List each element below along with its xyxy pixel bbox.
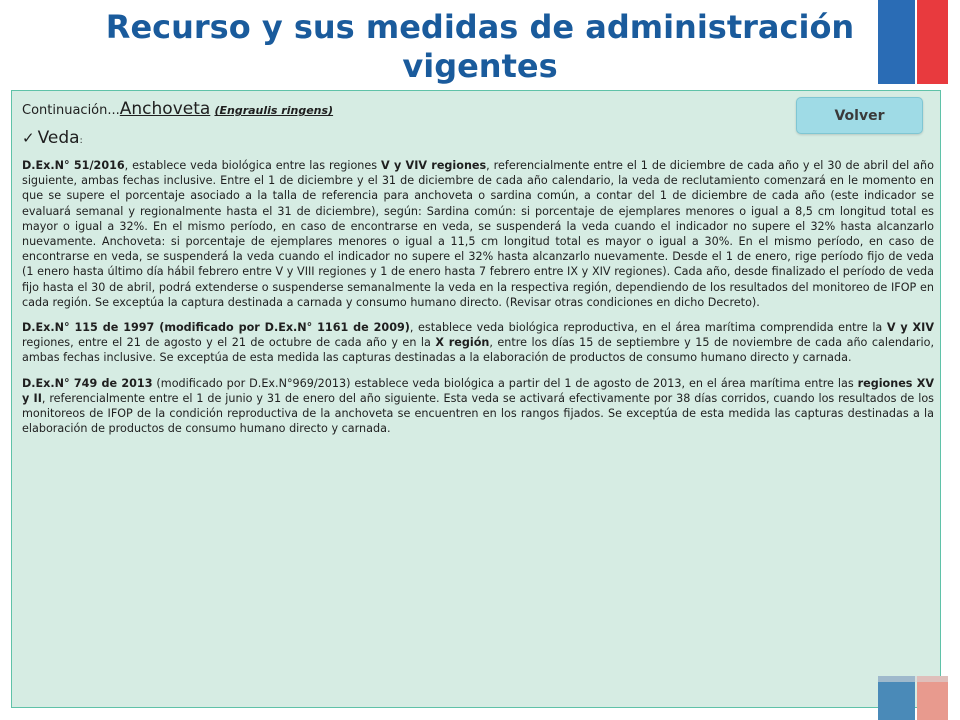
regions-text: V y XIV	[886, 321, 935, 335]
paragraph-text: (modificado por D.Ex.N°969/2013) establece veda biológica a partir del 1 de agosto de 2013, en el área marítima entre las	[152, 376, 858, 390]
scientific-name: (Engraulis ringens)	[214, 104, 334, 117]
regions-text: regiones XV y II	[22, 376, 934, 405]
checkmark-icon: ✓	[22, 129, 35, 147]
veda-colon: :	[79, 136, 83, 146]
paragraph-decree-51-2016	[22, 158, 934, 310]
paragraph-decree-749-2013	[22, 376, 934, 437]
content-body	[22, 100, 934, 446]
decree-reference: D.Ex.N° 115 de 1997 (modificado por D.Ex.N° 1161 de 2009)	[22, 321, 410, 335]
paragraph-text: , establece veda biológica reproductiva, en el área marítima comprendida entre la	[409, 321, 887, 335]
decree-reference: D.Ex.N° 749 de 2013	[22, 376, 153, 390]
paragraph-text: , referencialmente entre el 1 de junio y 31 de enero del año siguiente. Esta veda se activará efectivamente por 38 días corridos, cuando los resultados de los monitoreos de IFOP de la condición reproductiva de la anchoveta se encuentren en los rangos fijados. Se exceptúa de esta medida las capturas destinadas a la elaboración de productos de consumo humano directo y carnada.	[22, 391, 934, 436]
veda-title: Veda	[37, 128, 80, 148]
regions-text: X región	[435, 336, 490, 350]
slide-title: Recurso y sus medidas de administración vigentes	[105, 8, 855, 85]
flag-blue-stripe	[878, 0, 915, 84]
flag-shade-bar	[878, 676, 948, 682]
continuation-header	[22, 100, 934, 120]
paragraph-decree-115-1997	[22, 320, 934, 366]
regions-text: V y VIV regiones	[381, 159, 487, 172]
decree-reference: D.Ex.N° 51/2016	[22, 159, 125, 172]
flag-blue-stripe	[878, 676, 915, 720]
continuation-prefix: Continuación...	[22, 103, 120, 118]
volver-button[interactable]: Volver	[796, 97, 923, 134]
flag-red-stripe	[917, 676, 948, 720]
paragraph-text: , establece veda biológica entre las regiones	[124, 159, 382, 172]
flag-logo-bottom	[878, 676, 948, 720]
veda-heading	[22, 128, 934, 148]
flag-red-stripe	[917, 0, 948, 84]
species-name: Anchoveta	[119, 99, 211, 119]
paragraph-text: regiones, entre el 21 de agosto y el 21 de octubre de cada año y en la	[22, 336, 436, 350]
paragraph-text: , entre los días 15 de septiembre y 15 de noviembre de cada año calendario, ambas fechas inclusive. Se exceptúa de esta medida las capturas destinadas a la elaboración de productos de consumo humano directo y carnada.	[22, 336, 935, 365]
paragraph-text: , referencialmente entre el 1 de diciembre de cada año y el 30 de abril del año siguiente, ambas fechas inclusive. Entre el 1 de diciembre y el 31 de diciembre de cada año calendario, la veda de reclutamiento comenzará en le momento en que se supere el porcentaje asociado a la talla de referencia para anchoveta o sardina común, a contar del 1 de diciembre de cada año (este indicador se evaluará semanal y regionalmente hasta el 31 de diciembre), según: Sardina común: si porcentaje de ejemplares menores o igual a 8,5 cm longitud total es mayor o igual a 32%. En el mismo período, en caso de encontrarse en veda, se suspenderá la veda cuando el indicador no supere el 32% hasta alcanzarlo nuevamente. Anchoveta: si porcentaje de ejemplares menores o igual a 11,5 cm longitud total es mayor o igual a 30%. En el mismo período, en caso de encontrarse en veda, se suspenderá la veda cuando el indicador no supere el 32% hasta alcanzarlo nuevamente. Desde el 1 de enero, rige período fijo de veda (1 enero hasta último día hábil febrero entre V y VIII regiones y 1 de enero hasta 7 febrero entre IX y XIV regiones). Cada año, desde finalizado el período de veda fijo hasta el 30 de abril, podrá extenderse o suspenderse semanalmente la veda en la respectiva región, dependiendo de los resultados del monitoreo de IFOP en cada región. Se exceptúa la captura destinada a carnada y consumo humano directo. (Revisar otras condiciones en dicho Decreto).	[22, 159, 934, 309]
flag-logo-top	[878, 0, 948, 84]
